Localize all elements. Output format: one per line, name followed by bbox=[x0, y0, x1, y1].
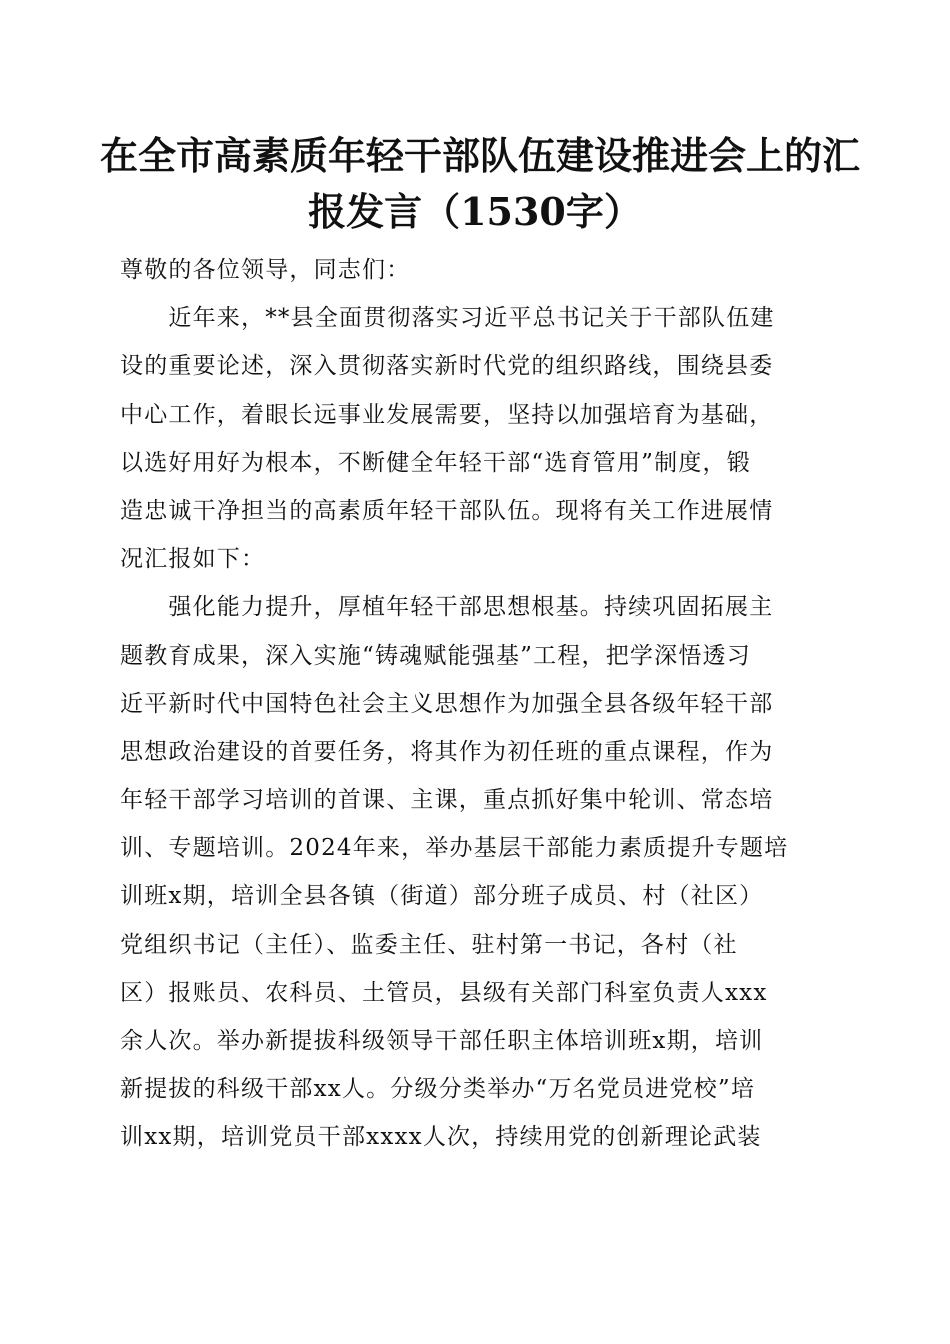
paragraph-2-line: 新提拔的科级干部xx人。分级分类举办“万名党员进党校”培 bbox=[120, 1076, 756, 1103]
paragraph-1-line: 中心工作，着眼长远事业发展需要，坚持以加强培育为基础， bbox=[120, 401, 774, 428]
salutation-line: 尊敬的各位领导，同志们： bbox=[120, 257, 411, 283]
paragraph-2-line: 近平新时代中国特色社会主义思想作为加强全县各级年轻干部 bbox=[120, 690, 774, 717]
paragraph-2-line: 训、专题培训。2024年来，举办基层干部能力素质提升专题培 bbox=[120, 835, 789, 862]
paragraph-2-line: 党组织书记（主任）、监委主任、驻村第一书记，各村（社 bbox=[120, 931, 738, 958]
paragraph-2-line: 题教育成果，深入实施“铸魂赋能强基”工程，把学深悟透习 bbox=[120, 642, 751, 669]
document-body bbox=[120, 246, 830, 1162]
paragraph-1-line: 近年来，**县全面贯彻落实习近平总书记关于干部队伍建 bbox=[120, 305, 775, 332]
paragraph-2-line: 训班x期，培训全县各镇（街道）部分班子成员、村（社区） bbox=[120, 883, 764, 910]
paragraph-2-line: 思想政治建设的首要任务，将其作为初任班的重点课程，作为 bbox=[120, 738, 774, 765]
paragraph-1-line: 设的重要论述，深入贯彻落实新时代党的组织路线，围绕县委 bbox=[120, 353, 774, 380]
paragraph-1-line: 以选好用好为根本，不断健全年轻干部“选育管用”制度，锻 bbox=[120, 449, 751, 476]
paragraph-1-line: 况汇报如下： bbox=[120, 546, 266, 573]
title-line-2: 报发言（1530字） bbox=[308, 189, 642, 234]
paragraph-2-line: 余人次。举办新提拔科级领导干部任职主体培训班x期，培训 bbox=[120, 1028, 764, 1054]
title-line-1: 在全市高素质年轻干部队伍建设推进会上的汇 bbox=[100, 133, 861, 178]
paragraph-2-line: 强化能力提升，厚植年轻干部思想根基。持续巩固拓展主 bbox=[120, 594, 774, 621]
document-title bbox=[100, 128, 861, 240]
paragraph-2-line: 训xx期，培训党员干部xxxx人次，持续用党的创新理论武装 bbox=[120, 1124, 762, 1151]
paragraph-2-line: 区）报账员、农科员、土管员，县级有关部门科室负责人xxx bbox=[120, 979, 768, 1006]
paragraph-1-line: 造忠诚干净担当的高素质年轻干部队伍。现将有关工作进展情 bbox=[120, 497, 774, 524]
paragraph-2-line: 年轻干部学习培训的首课、主课，重点抓好集中轮训、常态培 bbox=[120, 787, 774, 814]
